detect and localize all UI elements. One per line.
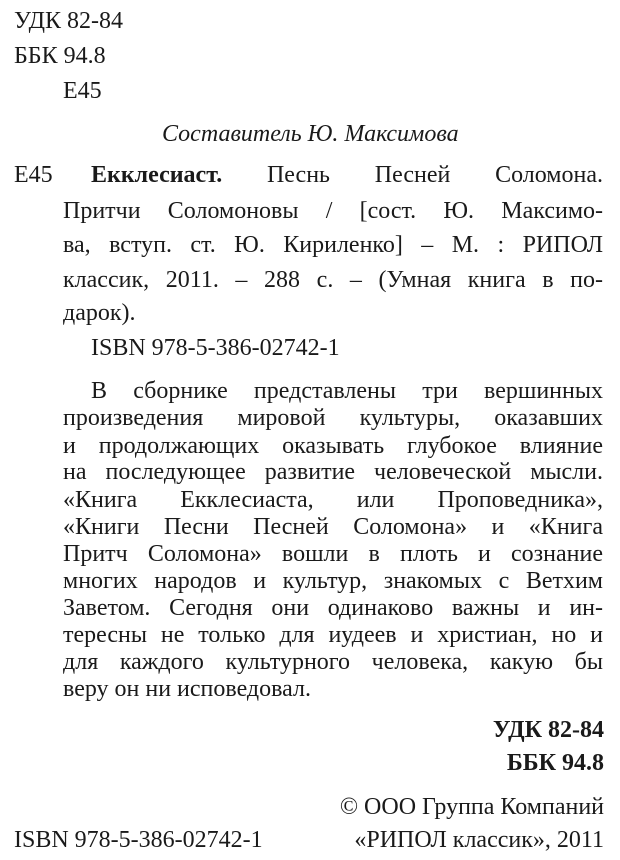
bbk-code: ББК 94.8 bbox=[14, 43, 106, 69]
annotation-line: В сборнике представлены три вершинных bbox=[91, 378, 603, 404]
entry-line-3: ва, вступ. ст. Ю. Кириленко] – М. : РИПОЛ bbox=[63, 232, 603, 258]
entry-line-1 bbox=[63, 163, 603, 187]
footer-isbn: ISBN 978-5-386-02742-1 bbox=[14, 827, 263, 853]
footer-bbk: ББК 94.8 bbox=[506, 750, 604, 776]
isbn-line: ISBN 978-5-386-02742-1 bbox=[91, 335, 340, 361]
entry-line-1-rest: Песнь Песней Соломона. bbox=[266, 162, 603, 188]
entry-title: Екклесиаст. bbox=[91, 162, 223, 188]
annotation-line: Притч Соломона» вошли в плоть и сознание bbox=[63, 541, 603, 567]
annotation-line: Заветом. Сегодня они одинаково важны и ин- bbox=[63, 595, 603, 621]
annotation-line: многих народов и культур, знакомых с Ветхим bbox=[63, 568, 603, 594]
author-mark: Е45 bbox=[63, 78, 102, 104]
footer-udk: УДК 82-84 bbox=[492, 717, 604, 743]
annotation-line: и продолжающих оказывать глубокое влияние bbox=[63, 433, 603, 459]
annotation-line: веру он ни исповедовал. bbox=[63, 676, 311, 702]
compiler-line: Составитель Ю. Максимова bbox=[162, 121, 459, 147]
entry-mark: Е45 bbox=[14, 162, 53, 188]
annotation-line: произведения мировой культуры, оказавших bbox=[63, 405, 603, 431]
annotation-line: тересны не только для иудеев и христиан, но и bbox=[63, 622, 603, 648]
annotation-line: «Книга Екклесиаста, или Проповедника», bbox=[63, 487, 603, 513]
annotation-line: «Книги Песни Песней Соломона» и «Книга bbox=[63, 514, 603, 540]
entry-line-2: Притчи Соломоновы / [сост. Ю. Максимо- bbox=[63, 198, 603, 224]
copyright-line-2: «РИПОЛ классик», 2011 bbox=[354, 827, 604, 853]
entry-line-5: дарок). bbox=[63, 300, 136, 326]
annotation-line: на последующее развитие человеческой мысли. bbox=[63, 459, 603, 485]
copyright-line-1: © ООО Группа Компаний bbox=[339, 794, 604, 820]
udk-code: УДК 82-84 bbox=[14, 8, 123, 34]
annotation-line: для каждого культурного человека, какую бы bbox=[63, 649, 603, 675]
entry-line-4: классик, 2011. – 288 с. – (Умная книга в по- bbox=[63, 267, 603, 293]
